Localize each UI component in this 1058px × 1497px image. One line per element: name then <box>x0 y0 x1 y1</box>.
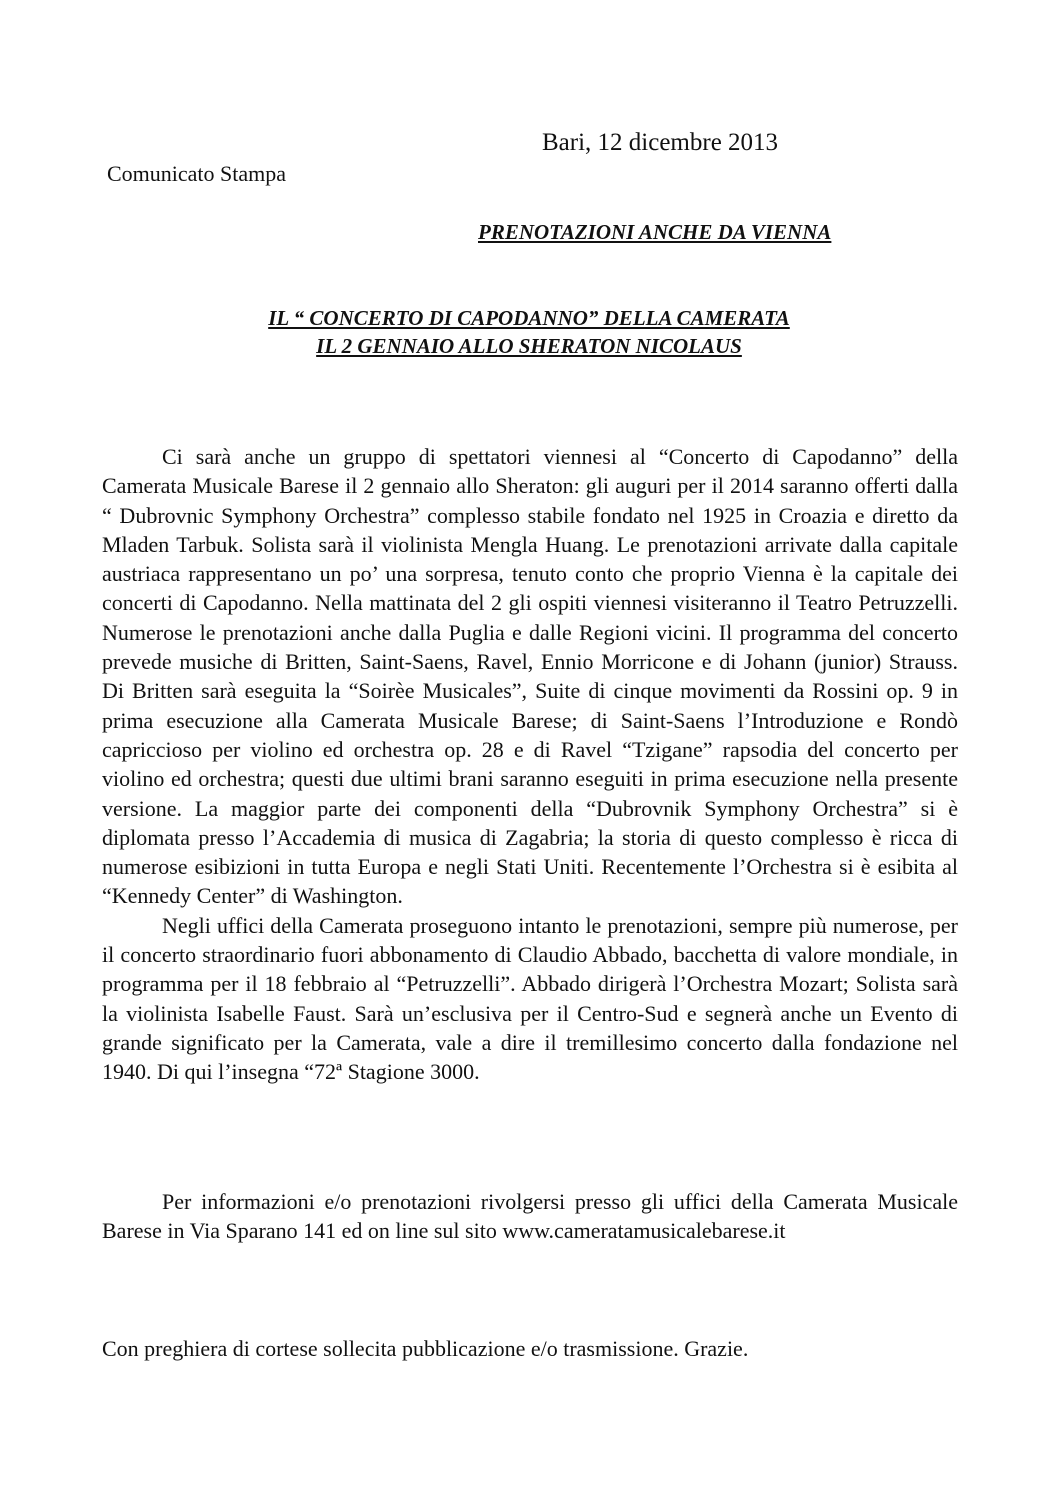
info-section <box>102 1187 958 1246</box>
main-title-line-2: IL 2 GENNAIO ALLO SHERATON NICOLAUS <box>316 334 742 358</box>
main-title <box>100 304 958 360</box>
body-text <box>102 442 958 1087</box>
document-label: Comunicato Stampa <box>107 161 287 186</box>
info-paragraph: Per informazioni e/o prenotazioni rivolgersi presso gli uffici della Camerata Musicale Barese in Via Sparano 141 ed on line sul sito www.cameratamusicalebarese.it <box>102 1189 958 1244</box>
closing-line: Con preghiera di cortese sollecita pubblicazione e/o trasmissione. Grazie. <box>102 1336 749 1361</box>
body-paragraph-2: Negli uffici della Camerata proseguono intanto le prenotazioni, sempre più numerose, per il concerto straordinario fuori abbonamento di Claudio Abbado, bacchetta di valore mondiale, in programma per il 18 febbraio al “Petruzzelli”. Abbado dirigerà l’Orchestra Mozart; Solista sarà la violinista Isabelle Faust. Sarà un’esclusiva per il Centro-Sud e segnerà anche un Evento di grande significato per la Camerata, vale a dire il tremillesimo concerto dalla fondazione nel 1940. Di qui l’insegna “72ª Stagione 3000. <box>102 912 958 1085</box>
body-paragraph-1: Ci sarà anche un gruppo di spettatori viennesi al “Concerto di Capodanno” della Camerata Musicale Barese il 2 gennaio allo Sheraton: gli auguri per il 2014 saranno offerti dalla “ Dubrovnic Symphony Orchestra” complesso stabile fondato nel 1925 in Croazia e diretto da Mladen Tarbuk. Solista sarà il violinista Mengla Huang. Le prenotazioni arrivate dalla capitale austriaca rappresentano un po’ una sorpresa, tenuto conto che proprio Vienna è la capitale dei concerti di Capodanno. Nella mattinata del 2 gli ospiti viennesi visiteranno il Teatro Petruzzelli. Numerose le prenotazioni anche dalla Puglia e dalle Regioni vicini. Il programma del concerto prevede musiche di Britten, Saint-Saens, Ravel, Ennio Morricone e di Johann (junior) Strauss. Di Britten sarà eseguita la “Soirèe Musicales”, Suite di cinque movimenti da Rossini op. 9 in prima esecuzione alla Camerata Musicale Barese; di Saint-Saens l’Introduzione e Rondò capriccioso per violino ed orchestra op. 28 e di Ravel “Tzigane” rapsodia del concerto per violino ed orchestra; questi due ultimi brani saranno eseguiti in prima esecuzione nella presente versione. La maggior parte dei componenti della “Dubrovnik Symphony Orchestra” si è diplomata presso l’Accademia di musica di Zagabria; la storia di questo complesso è ricca di numerose esibizioni in tutta Europa e negli Stati Uniti. Recentemente l’Orchestra si è esibita al “Kennedy Center” di Washington. <box>102 444 958 909</box>
document-date: Bari, 12 dicembre 2013 <box>542 129 779 156</box>
kicker-heading: PRENOTAZIONI ANCHE DA VIENNA <box>478 220 832 244</box>
main-title-line-1: IL “ CONCERTO DI CAPODANNO” DELLA CAMERATA <box>268 306 790 330</box>
